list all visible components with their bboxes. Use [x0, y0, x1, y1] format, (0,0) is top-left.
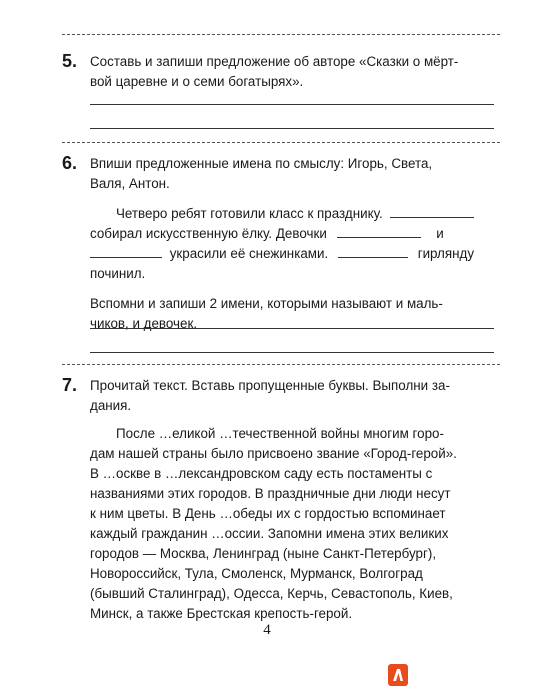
publisher-logo — [388, 664, 408, 686]
reading-text — [90, 424, 500, 624]
reading-text-line: Новороссийск, Тула, Смоленск, Мурманск, Волгоград — [90, 566, 423, 581]
answer-line[interactable] — [90, 104, 494, 105]
fill-blank[interactable] — [90, 245, 162, 258]
reading-text-line: Минск, а также Брестская крепость-герой. — [90, 606, 353, 621]
fill-blank[interactable] — [338, 245, 408, 258]
sentence-line — [90, 204, 500, 224]
task-line: вой царевне и о семи богатырях». — [90, 74, 304, 89]
task-text — [90, 52, 500, 92]
task-line: дания. — [90, 398, 132, 413]
task-line: Вспомни и запиши 2 имени, которыми называют и маль- — [90, 296, 443, 311]
reading-text-line: дам нашей страны было присвоено звание «Город-герой». — [90, 446, 457, 461]
task-number: 7. — [62, 375, 78, 395]
sentence-text: украсили её снежинками. — [169, 246, 329, 261]
task-line: чиков, и девочек. — [90, 316, 198, 331]
fill-blank[interactable] — [337, 225, 421, 238]
task-line: Прочитай текст. Вставь пропущенные буквы. Выполни за- — [90, 378, 450, 393]
answer-line[interactable] — [90, 352, 494, 353]
sentence-text: гирлянду — [417, 246, 475, 261]
task-text — [90, 154, 500, 334]
top-separator — [62, 34, 500, 35]
sentence-line — [90, 224, 500, 244]
reading-text-line: названиями этих городов. В праздничные дни люди несут — [90, 486, 451, 501]
task-number: 6. — [62, 153, 78, 173]
sentence-text: Четверо ребят готовили класс к празднику. — [116, 206, 383, 221]
reading-text-line: городов — Москва, Ленинград (ныне Санкт-Петербург), — [90, 546, 437, 561]
separator — [62, 364, 500, 365]
reading-text-line: (бывший Сталинград), Одесса, Керчь, Севастополь, Киев, — [90, 586, 453, 601]
fill-blank[interactable] — [390, 205, 474, 218]
task-line: Валя, Антон. — [90, 176, 170, 191]
reading-text-line: После …еликой …течественной войны многим горо- — [116, 426, 444, 441]
reading-text-line: В …оскве в …лександровском саду есть постаменты с — [90, 466, 433, 481]
page-number: 4 — [263, 622, 271, 638]
reading-text-line: к ним цветы. В День …обеды их с гордостью вспоминает — [90, 506, 446, 521]
task-line: Впиши предложенные имена по смыслу: Игорь, Света, — [90, 156, 433, 171]
answer-line[interactable] — [90, 328, 494, 329]
separator — [62, 142, 500, 143]
sentence-line: починил. — [90, 266, 146, 281]
sentence-text: и — [436, 226, 444, 241]
reading-text-line: каждый гражданин …оссии. Запомни имена этих великих — [90, 526, 449, 541]
task-line: Составь и запиши предложение об авторе «Сказки о мёрт- — [90, 54, 459, 69]
task-number: 5. — [62, 51, 78, 71]
sentence-text: собирал искусственную ёлку. Девочки — [90, 226, 327, 241]
sentence-line — [90, 244, 500, 264]
task-text — [90, 376, 500, 624]
answer-line[interactable] — [90, 128, 494, 129]
